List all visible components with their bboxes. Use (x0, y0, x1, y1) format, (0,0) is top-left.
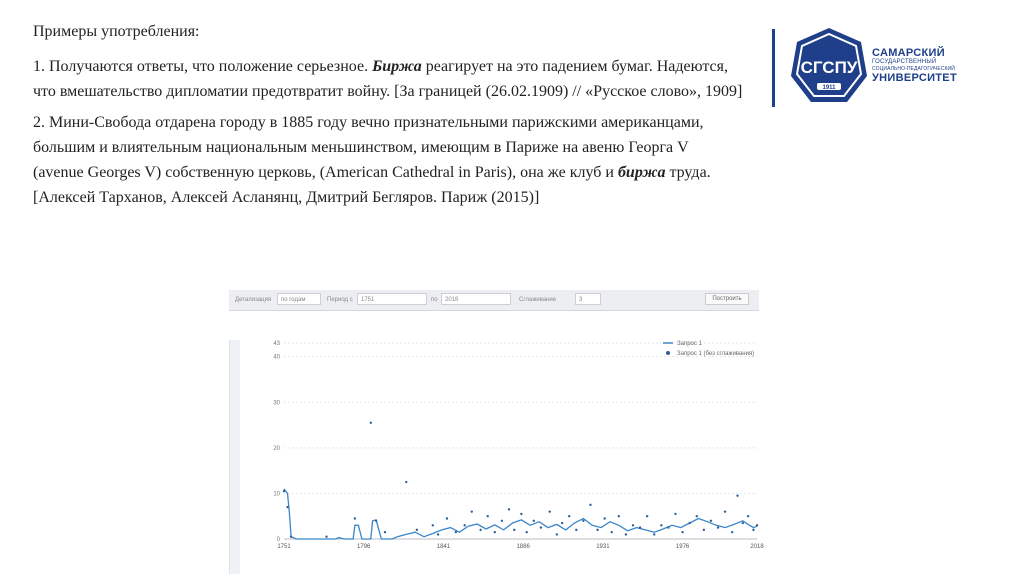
x-tick-label: 1886 (516, 544, 530, 550)
example-2 (33, 110, 743, 210)
y-tick-label: 40 (273, 354, 280, 361)
scatter-point (568, 515, 570, 517)
university-name (872, 47, 957, 84)
x-tick-label: 1841 (436, 544, 451, 550)
university-name-line1: САМАРСКИЙ (872, 47, 945, 59)
scatter-point (611, 531, 613, 533)
scatter-point (556, 533, 558, 535)
scatter-point (405, 481, 407, 483)
scatter-point (703, 529, 705, 531)
detail-label: Детализация (235, 297, 272, 303)
y-tick-label: 20 (273, 445, 280, 452)
scatter-point (646, 515, 648, 517)
scatter-point (717, 526, 719, 528)
legend-label: Запрос 1 (677, 341, 702, 347)
example-1-after: реагирует на это падением бумаг. Надеются, что вмешательство дипломатии предотвратит войну. [За границей (26.02.1909) // «Русское слово», 1909] (33, 58, 743, 100)
y-axis-ticks (273, 341, 280, 543)
scatter-point (513, 529, 515, 531)
scatter-point (589, 504, 591, 506)
scatter-point (437, 533, 439, 535)
x-tick-label: 1796 (357, 544, 371, 550)
logo-divider (772, 29, 775, 107)
legend-dot-swatch (666, 351, 670, 355)
scatter-point (710, 520, 712, 522)
scatter-point (487, 515, 489, 517)
scatter-point (756, 524, 758, 526)
build-button[interactable]: Построить (705, 293, 749, 305)
scatter-point (501, 520, 503, 522)
example-1-before: 1. Получаются ответы, что положение серьезное. (33, 58, 373, 75)
scatter-point (747, 515, 749, 517)
scatter-point (639, 526, 641, 528)
scatter-point (533, 520, 535, 522)
period-from-input[interactable]: 1751 (357, 293, 427, 305)
logo-emblem-icon (789, 26, 869, 106)
scatter-point (688, 522, 690, 524)
legend-label: Запрос 1 (без сглаживания) (677, 351, 755, 357)
smoothing-select[interactable]: 3 (575, 293, 601, 305)
period-from-label: Период с (327, 297, 353, 303)
y-tick-label: 43 (273, 341, 280, 347)
x-axis-ticks (277, 544, 764, 550)
scatter-point (575, 529, 577, 531)
scatter-point (596, 529, 598, 531)
ngram-chart (229, 290, 764, 574)
detail-select[interactable]: по годам (277, 293, 321, 305)
example-1-keyword: Биржа (372, 58, 422, 75)
scatter-point (471, 510, 473, 512)
scatter-point (508, 508, 510, 510)
scatter-point (742, 522, 744, 524)
smoothing-label: Сглаживание (519, 297, 557, 303)
scatter-point (446, 517, 448, 519)
scatter-point (354, 517, 356, 519)
examples-text (33, 22, 743, 216)
scatter-point (494, 531, 496, 533)
scatter-point (603, 517, 605, 519)
chart-series (283, 422, 758, 539)
scatter-point (463, 524, 465, 526)
period-to-label: по (431, 297, 438, 303)
scatter-point (325, 536, 327, 538)
scatter-point (561, 522, 563, 524)
scatter-point (681, 531, 683, 533)
university-name-line4: УНИВЕРСИТЕТ (872, 72, 957, 84)
scatter-point (674, 513, 676, 515)
scatter-point (526, 531, 528, 533)
x-tick-label: 1931 (596, 544, 610, 550)
scatter-point (549, 510, 551, 512)
scatter-point (283, 490, 285, 492)
university-name-line3: СОЦИАЛЬНО-ПЕДАГОГИЧЕСКИЙ (872, 66, 955, 72)
chart-grid (284, 343, 757, 539)
scatter-point (520, 513, 522, 515)
y-tick-label: 30 (273, 400, 280, 407)
scatter-point (696, 515, 698, 517)
example-1 (33, 54, 743, 104)
scatter-point (370, 422, 372, 424)
scatter-point (736, 494, 738, 496)
scatter-point (286, 506, 288, 508)
ngram-screenshot (229, 290, 764, 574)
x-tick-label: 2018 (750, 544, 764, 550)
logo-monogram: СГСПУ (800, 58, 858, 77)
scatter-point (752, 529, 754, 531)
x-tick-label: 1751 (277, 544, 291, 550)
scatter-point (632, 524, 634, 526)
scatter-point (582, 520, 584, 522)
examples-heading: Примеры употребления: (33, 23, 200, 40)
scatter-point (653, 533, 655, 535)
y-tick-label: 0 (276, 537, 280, 543)
x-tick-label: 1976 (675, 544, 690, 550)
scatter-point (731, 531, 733, 533)
scatter-point (625, 533, 627, 535)
period-to-input[interactable]: 2018 (441, 293, 511, 305)
scatter-point (384, 531, 386, 533)
scatter-point (416, 529, 418, 531)
example-2-keyword: биржа (617, 164, 666, 181)
scatter-point (724, 510, 726, 512)
scatter-point (540, 526, 542, 528)
logo-year: 1911 (822, 85, 836, 91)
scatter-point (432, 524, 434, 526)
university-name-line2: ГОСУДАРСТВЕННЫЙ (872, 59, 937, 65)
scatter-point (660, 524, 662, 526)
scatter-point (618, 515, 620, 517)
scatter-point (290, 536, 292, 538)
scatter-point (479, 529, 481, 531)
example-2-after: труда. [Алексей Тарханов, Алексей Асланянц, Дмитрий Бегляров. Париж (2015)] (33, 164, 711, 206)
y-tick-label: 10 (273, 491, 280, 498)
scatter-point (667, 526, 669, 528)
example-2-before: 2. Мини-Свобода отдарена городу в 1885 году вечно признательными парижскими американцами, большим и влиятельным национальным меньшинством, имеющим в Париже на авеню Георга V (avenue Georges V) собственную церковь, (American Cathedral in Paris), она же клуб и (33, 114, 704, 181)
scatter-point (375, 520, 377, 522)
scatter-point (455, 531, 457, 533)
